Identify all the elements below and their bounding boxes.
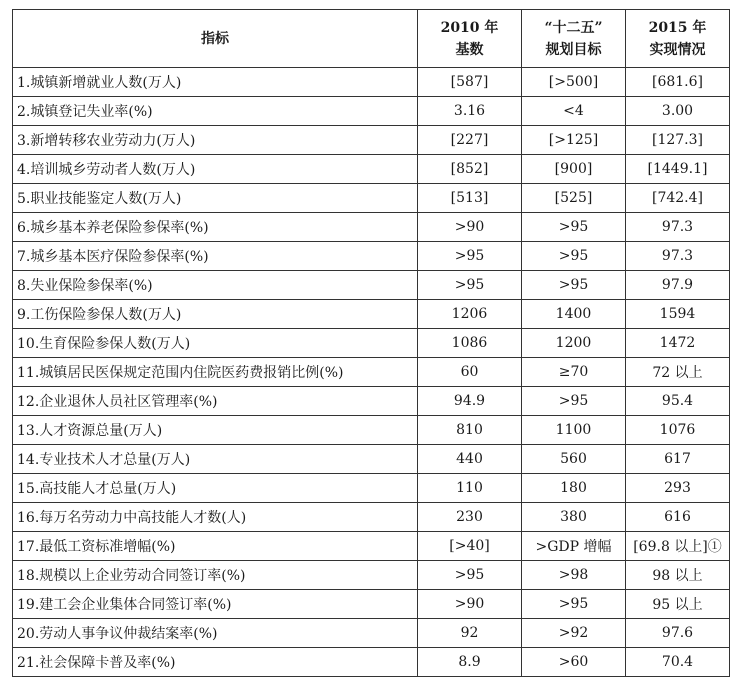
indicator-cell: 15.高技能人才总量(万人): [13, 474, 418, 503]
table-row: [13, 416, 730, 445]
base-2010-cell: [227]: [418, 126, 522, 155]
plan-target-cell: >92: [522, 619, 626, 648]
indicator-cell: 4.培训城乡劳动者人数(万人): [13, 155, 418, 184]
plan-target-cell: 180: [522, 474, 626, 503]
indicator-cell: 3.新增转移农业劳动力(万人): [13, 126, 418, 155]
table-row: [13, 213, 730, 242]
base-2010-cell: 3.16: [418, 97, 522, 126]
base-2010-cell: >90: [418, 590, 522, 619]
table-row: [13, 561, 730, 590]
indicator-table-container: [12, 9, 730, 677]
plan-target-cell: >95: [522, 590, 626, 619]
actual-2015-cell: 72 以上: [626, 358, 730, 387]
indicator-cell: 5.职业技能鉴定人数(万人): [13, 184, 418, 213]
table-header: [13, 10, 730, 68]
header-indicator: 指标: [13, 10, 418, 68]
plan-target-cell: 380: [522, 503, 626, 532]
actual-2015-cell: 617: [626, 445, 730, 474]
plan-target-cell: >95: [522, 213, 626, 242]
header-plan-target: [522, 10, 626, 68]
header-2010-line2: 基数: [455, 41, 484, 58]
plan-target-cell: 1100: [522, 416, 626, 445]
actual-2015-cell: 95 以上: [626, 590, 730, 619]
base-2010-cell: 60: [418, 358, 522, 387]
table-row: [13, 387, 730, 416]
table-row: [13, 68, 730, 97]
table-row: [13, 590, 730, 619]
indicator-cell: 2.城镇登记失业率(%): [13, 97, 418, 126]
indicator-cell: 19.建工会企业集体合同签订率(%): [13, 590, 418, 619]
table-row: [13, 184, 730, 213]
indicator-cell: 12.企业退休人员社区管理率(%): [13, 387, 418, 416]
plan-target-cell: <4: [522, 97, 626, 126]
indicator-table: [12, 9, 730, 677]
base-2010-cell: 94.9: [418, 387, 522, 416]
base-2010-cell: [513]: [418, 184, 522, 213]
base-2010-cell: 440: [418, 445, 522, 474]
plan-target-cell: 1400: [522, 300, 626, 329]
header-2015-line2: 实现情况: [649, 41, 706, 58]
header-2015-line1: 2015 年: [648, 19, 707, 36]
base-2010-cell: 110: [418, 474, 522, 503]
table-row: [13, 155, 730, 184]
table-row: [13, 242, 730, 271]
base-2010-cell: >95: [418, 561, 522, 590]
plan-target-cell: >GDP 增幅: [522, 532, 626, 561]
actual-2015-cell: 98 以上: [626, 561, 730, 590]
table-row: [13, 271, 730, 300]
actual-2015-cell: [69.8 以上]①: [626, 532, 730, 561]
plan-target-cell: ≥70: [522, 358, 626, 387]
table-row: [13, 358, 730, 387]
indicator-cell: 8.失业保险参保率(%): [13, 271, 418, 300]
base-2010-cell: 810: [418, 416, 522, 445]
indicator-cell: 20.劳动人事争议仲裁结案率(%): [13, 619, 418, 648]
table-body: [13, 68, 730, 677]
header-plan-line2: 规划目标: [545, 41, 602, 58]
table-row: [13, 648, 730, 677]
actual-2015-cell: 616: [626, 503, 730, 532]
actual-2015-cell: 1076: [626, 416, 730, 445]
indicator-cell: 9.工伤保险参保人数(万人): [13, 300, 418, 329]
base-2010-cell: >95: [418, 271, 522, 300]
actual-2015-cell: [127.3]: [626, 126, 730, 155]
indicator-cell: 16.每万名劳动力中高技能人才数(人): [13, 503, 418, 532]
base-2010-cell: 1086: [418, 329, 522, 358]
table-row: [13, 503, 730, 532]
plan-target-cell: >95: [522, 242, 626, 271]
base-2010-cell: [852]: [418, 155, 522, 184]
plan-target-cell: 1200: [522, 329, 626, 358]
base-2010-cell: >90: [418, 213, 522, 242]
indicator-cell: 10.生育保险参保人数(万人): [13, 329, 418, 358]
base-2010-cell: >95: [418, 242, 522, 271]
plan-target-cell: 560: [522, 445, 626, 474]
actual-2015-cell: 1472: [626, 329, 730, 358]
actual-2015-cell: 70.4: [626, 648, 730, 677]
table-row: [13, 532, 730, 561]
base-2010-cell: [587]: [418, 68, 522, 97]
indicator-cell: 11.城镇居民医保规定范围内住院医药费报销比例(%): [13, 358, 418, 387]
table-row: [13, 474, 730, 503]
indicator-cell: 18.规模以上企业劳动合同签订率(%): [13, 561, 418, 590]
indicator-cell: 6.城乡基本养老保险参保率(%): [13, 213, 418, 242]
base-2010-cell: 1206: [418, 300, 522, 329]
actual-2015-cell: 95.4: [626, 387, 730, 416]
actual-2015-cell: 97.9: [626, 271, 730, 300]
plan-target-cell: [900]: [522, 155, 626, 184]
indicator-cell: 17.最低工资标准增幅(%): [13, 532, 418, 561]
table-row: [13, 126, 730, 155]
plan-target-cell: >95: [522, 271, 626, 300]
table-row: [13, 97, 730, 126]
header-2010-base: [418, 10, 522, 68]
base-2010-cell: 8.9: [418, 648, 522, 677]
plan-target-cell: [>500]: [522, 68, 626, 97]
plan-target-cell: [525]: [522, 184, 626, 213]
indicator-cell: 7.城乡基本医疗保险参保率(%): [13, 242, 418, 271]
actual-2015-cell: [681.6]: [626, 68, 730, 97]
header-2010-line1: 2010 年: [440, 19, 499, 36]
table-row: [13, 619, 730, 648]
base-2010-cell: [>40]: [418, 532, 522, 561]
actual-2015-cell: 97.3: [626, 242, 730, 271]
plan-target-cell: [>125]: [522, 126, 626, 155]
table-row: [13, 445, 730, 474]
table-row: [13, 329, 730, 358]
actual-2015-cell: 293: [626, 474, 730, 503]
actual-2015-cell: [742.4]: [626, 184, 730, 213]
plan-target-cell: >60: [522, 648, 626, 677]
base-2010-cell: 92: [418, 619, 522, 648]
indicator-cell: 1.城镇新增就业人数(万人): [13, 68, 418, 97]
indicator-cell: 13.人才资源总量(万人): [13, 416, 418, 445]
actual-2015-cell: 3.00: [626, 97, 730, 126]
header-2015-actual: [626, 10, 730, 68]
header-plan-line1: “十二五”: [544, 19, 603, 36]
actual-2015-cell: 97.6: [626, 619, 730, 648]
plan-target-cell: >95: [522, 387, 626, 416]
actual-2015-cell: 97.3: [626, 213, 730, 242]
indicator-cell: 21.社会保障卡普及率(%): [13, 648, 418, 677]
actual-2015-cell: 1594: [626, 300, 730, 329]
indicator-cell: 14.专业技术人才总量(万人): [13, 445, 418, 474]
base-2010-cell: 230: [418, 503, 522, 532]
header-row: [13, 10, 730, 68]
actual-2015-cell: [1449.1]: [626, 155, 730, 184]
table-row: [13, 300, 730, 329]
plan-target-cell: >98: [522, 561, 626, 590]
